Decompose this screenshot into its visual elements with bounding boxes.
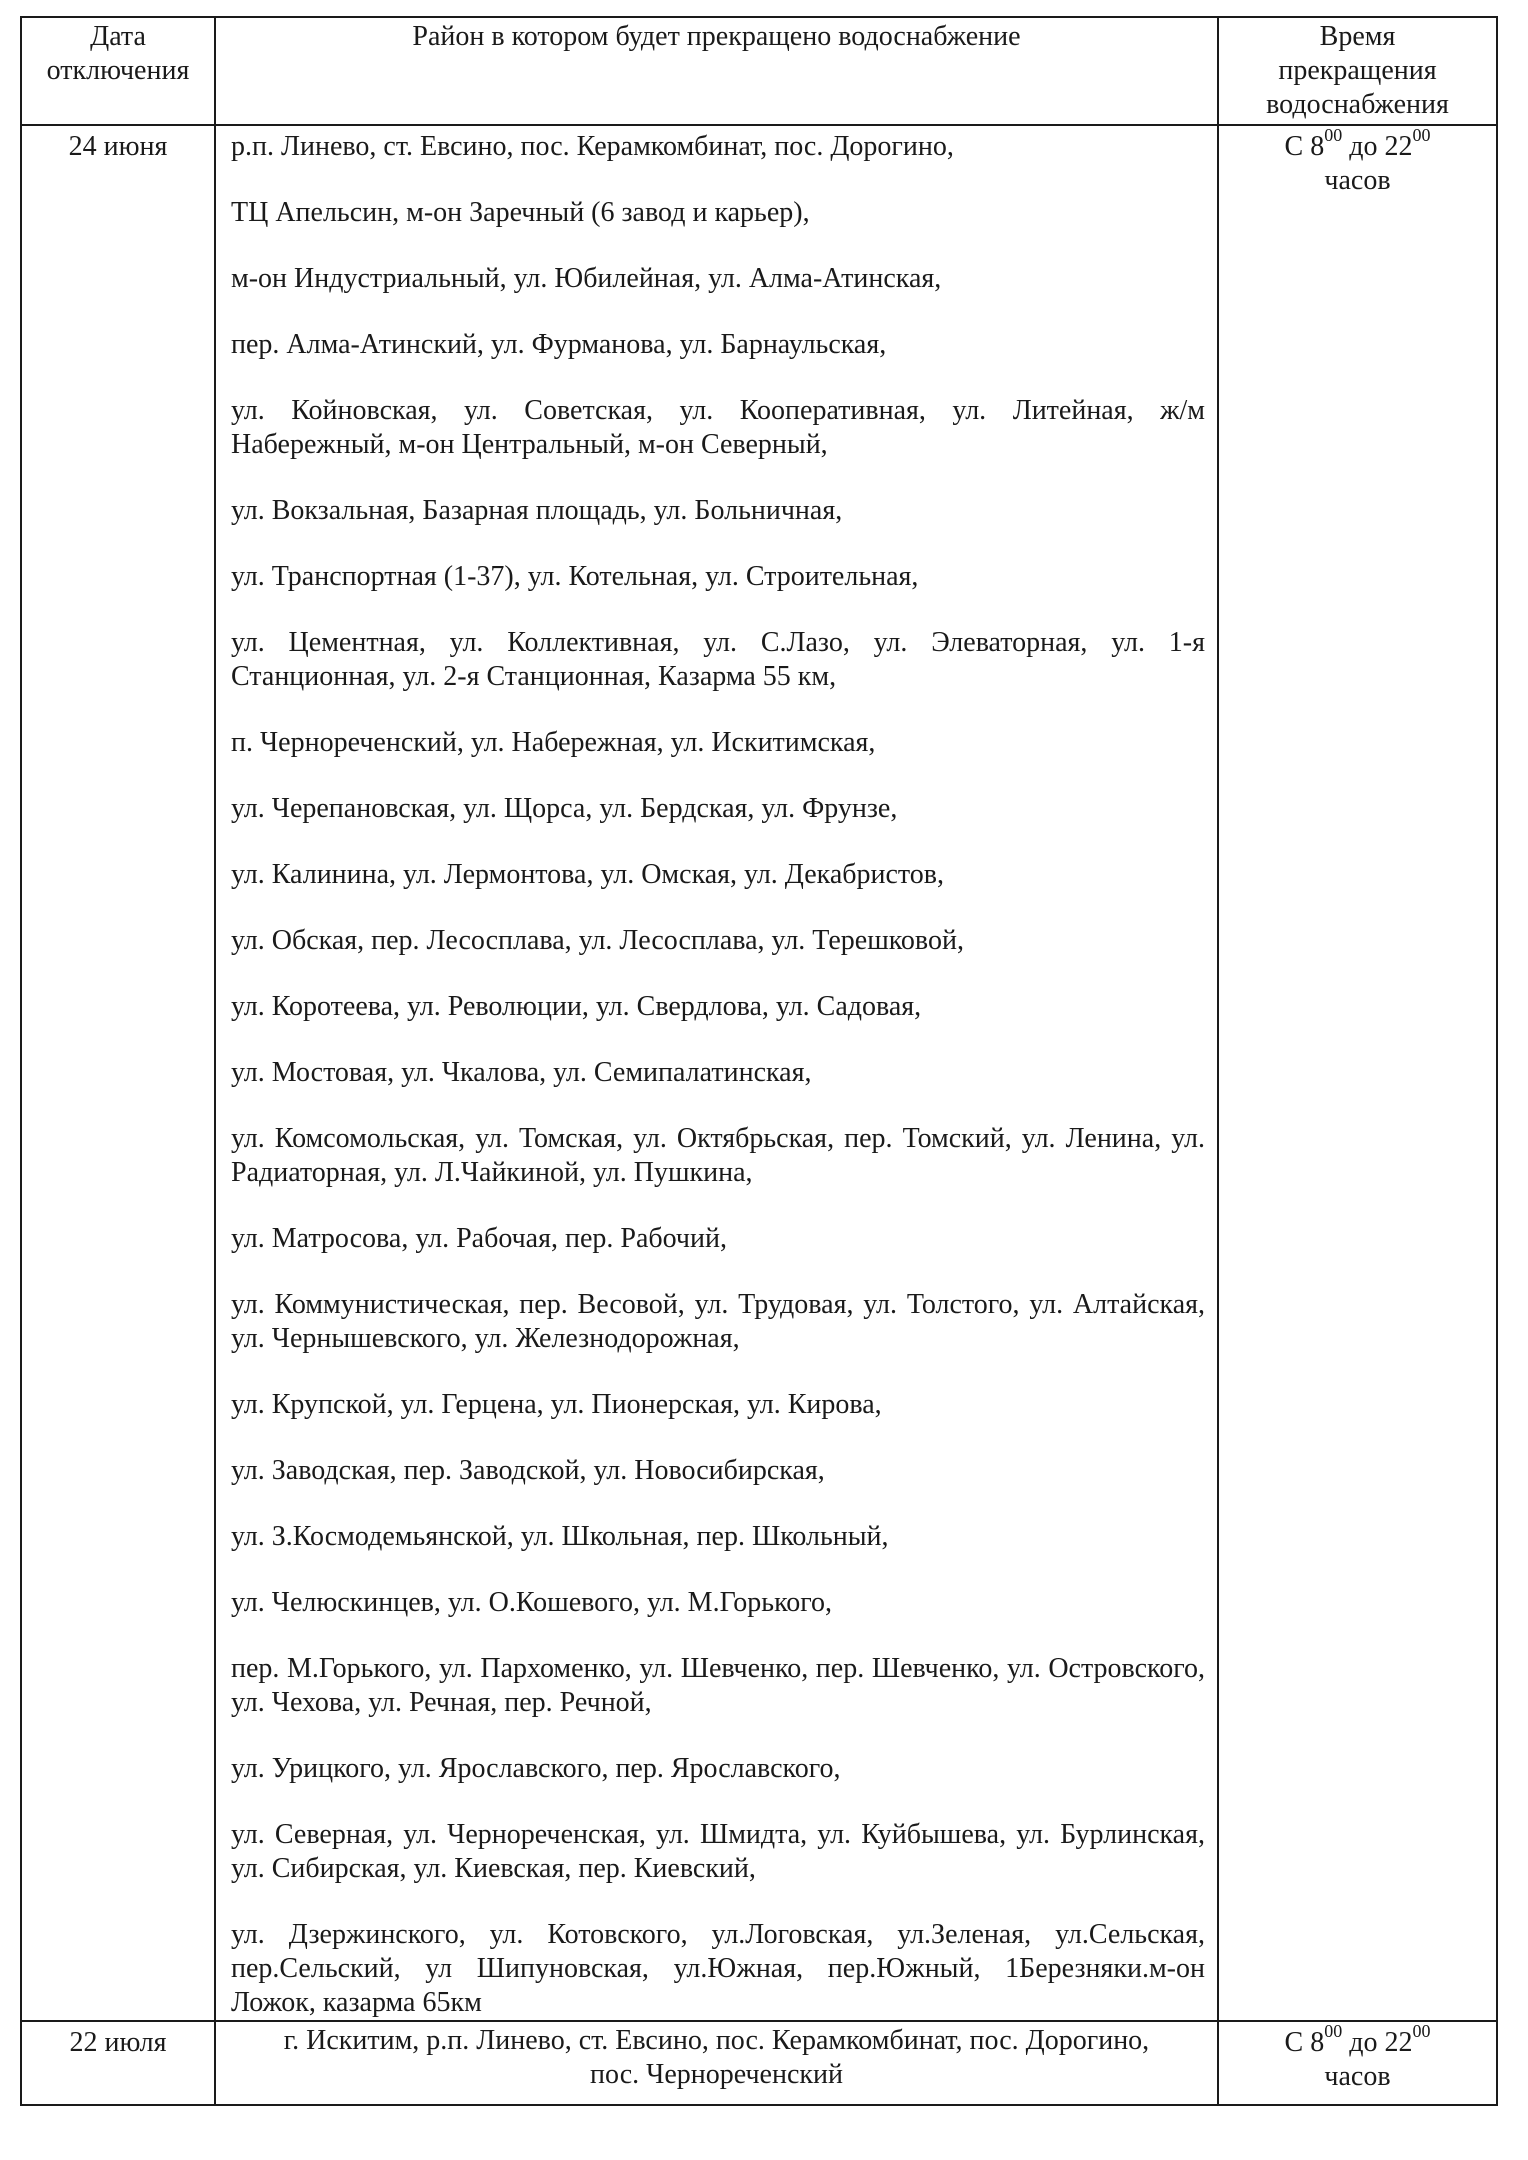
area-paragraph: ул. Койновская, ул. Советская, ул. Кооперативная, ул. Литейная, ж/м Набережный, м-он Центральный, м-он Северный, xyxy=(231,395,1205,460)
area-paragraph: ул. З.Космодемьянской, ул. Школьная, пер. Школьный, xyxy=(231,1521,889,1552)
area-paragraph: ул. Обская, пер. Лесосплава, ул. Лесосплава, ул. Терешковой, xyxy=(231,925,964,956)
row-date: 24 июня xyxy=(21,125,215,2021)
row-area xyxy=(215,125,1218,2021)
header-date-label: Дата отключения xyxy=(46,21,190,86)
area-paragraph: пер. М.Горького, ул. Пархоменко, ул. Шевченко, пер. Шевченко, ул. Островского, ул. Чехова, ул. Речная, пер. Речной, xyxy=(231,1653,1205,1718)
area-paragraph: ТЦ Апельсин, м-он Заречный (6 завод и карьер), xyxy=(231,197,810,228)
table-header-row xyxy=(21,17,1497,125)
header-time xyxy=(1218,17,1497,125)
time-to-minutes: 00 xyxy=(1412,124,1431,145)
time-from-minutes: 00 xyxy=(1324,124,1343,145)
area-paragraph: ул. Матросова, ул. Рабочая, пер. Рабочий, xyxy=(231,1223,727,1254)
area-paragraph: р.п. Линево, ст. Евсино, пос. Керамкомбинат, пос. Дорогино, xyxy=(231,131,954,162)
area-paragraph: ул. Урицкого, ул. Ярославского, пер. Ярославского, xyxy=(231,1753,841,1784)
area-paragraph: пер. Алма-Атинский, ул. Фурманова, ул. Барнаульская, xyxy=(231,329,887,360)
time-unit: часов xyxy=(1324,165,1391,196)
area-paragraph: ул. Челюскинцев, ул. О.Кошевого, ул. М.Горького, xyxy=(231,1587,833,1618)
header-area xyxy=(215,17,1218,125)
time-range xyxy=(1219,124,1496,164)
time-middle: до 22 xyxy=(1342,2027,1413,2058)
time-range xyxy=(1219,2020,1496,2060)
time-prefix: С 8 xyxy=(1284,2027,1325,2058)
row-area xyxy=(215,2021,1218,2105)
header-time-label: Время прекращения водоснабжения xyxy=(1266,21,1449,120)
header-date xyxy=(21,17,215,125)
water-shutoff-schedule-table xyxy=(20,16,1498,2106)
time-unit: часов xyxy=(1324,2061,1391,2092)
row-time xyxy=(1218,2021,1497,2105)
area-paragraph: ул. Дзержинского, ул. Котовского, ул.Логовская, ул.Зеленая, ул.Сельская, пер.Сельский, ул Шипуновская, ул.Южная, пер.Южный, 1Березняки.м-он Ложок, казарма 65км xyxy=(231,1919,1205,2018)
table-row xyxy=(21,2021,1497,2105)
area-paragraph: ул. Северная, ул. Чернореченская, ул. Шмидта, ул. Куйбышева, ул. Бурлинская, ул. Сибирская, ул. Киевская, пер. Киевский, xyxy=(231,1819,1205,1884)
time-prefix: С 8 xyxy=(1284,131,1325,162)
time-from-minutes: 00 xyxy=(1324,2020,1343,2041)
area-paragraph: ул. Транспортная (1-37), ул. Котельная, ул. Строительная, xyxy=(231,561,919,592)
area-paragraph: п. Чернореченский, ул. Набережная, ул. Искитимская, xyxy=(231,727,876,758)
area-paragraph: ул. Черепановская, ул. Щорса, ул. Бердская, ул. Фрунзе, xyxy=(231,793,898,824)
table-row xyxy=(21,125,1497,2021)
area-paragraph: ул. Вокзальная, Базарная площадь, ул. Больничная, xyxy=(231,495,843,526)
area-paragraph: м-он Индустриальный, ул. Юбилейная, ул. Алма-Атинская, xyxy=(231,263,942,294)
time-middle: до 22 xyxy=(1342,131,1413,162)
area-paragraph: ул. Калинина, ул. Лермонтова, ул. Омская, ул. Декабристов, xyxy=(231,859,945,890)
row-time xyxy=(1218,125,1497,2021)
row-area-text: г. Искитим, р.п. Линево, ст. Евсино, пос. Керамкомбинат, пос. Дорогино, пос. Чернореченский xyxy=(283,2025,1150,2090)
row-date: 22 июля xyxy=(21,2021,215,2105)
area-paragraph: ул. Мостовая, ул. Чкалова, ул. Семипалатинская, xyxy=(231,1057,812,1088)
header-area-label: Район в котором будет прекращено водоснабжение xyxy=(412,21,1021,52)
area-paragraph: ул. Комсомольская, ул. Томская, ул. Октябрьская, пер. Томский, ул. Ленина, ул. Радиаторная, ул. Л.Чайкиной, ул. Пушкина, xyxy=(231,1123,1205,1188)
area-paragraph: ул. Коротеева, ул. Революции, ул. Свердлова, ул. Садовая, xyxy=(231,991,922,1022)
area-paragraph: ул. Цементная, ул. Коллективная, ул. С.Лазо, ул. Элеваторная, ул. 1-я Станционная, ул. 2-я Станционная, Казарма 55 км, xyxy=(231,627,1205,692)
time-to-minutes: 00 xyxy=(1412,2020,1431,2041)
area-paragraph: ул. Крупской, ул. Герцена, ул. Пионерская, ул. Кирова, xyxy=(231,1389,882,1420)
area-paragraph: ул. Коммунистическая, пер. Весовой, ул. Трудовая, ул. Толстого, ул. Алтайская, ул. Чернышевского, ул. Железнодорожная, xyxy=(231,1289,1205,1354)
area-paragraph: ул. Заводская, пер. Заводской, ул. Новосибирская, xyxy=(231,1455,825,1486)
